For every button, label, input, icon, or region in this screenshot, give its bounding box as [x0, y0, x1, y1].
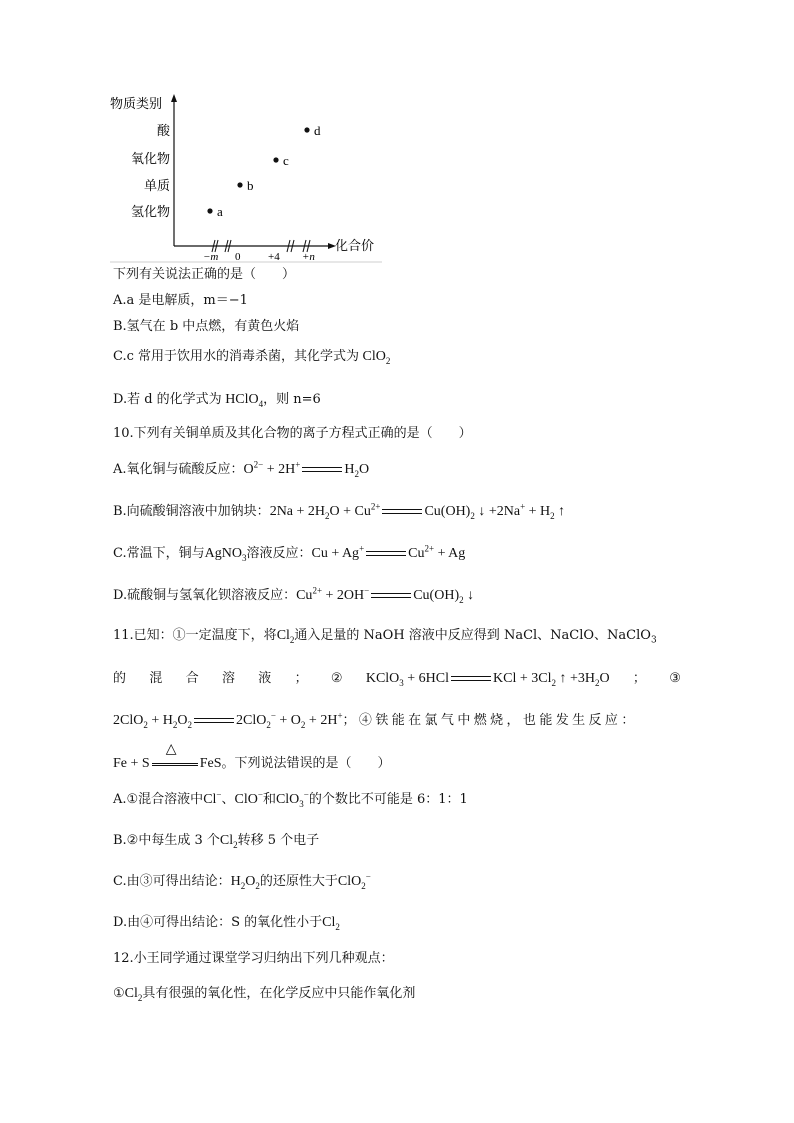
q10-option-d-label: D.硫酸铜与氢氧化钡溶液反应： — [113, 588, 297, 603]
category-label: 氢化物 — [130, 205, 170, 220]
q10-option-a-label: A.氧化铜与硫酸反应： — [113, 462, 244, 477]
q11-option-a-text: 的个数比不可能是 6：1：1 — [308, 792, 468, 807]
data-point — [304, 127, 309, 132]
q9-option-c-formula: ClO — [362, 349, 386, 364]
q11-option-b-text: B.②中每生成 3 个 — [113, 833, 220, 848]
q11-equation-3: $2ClO_2 + H_2O_2$ $2ClO_2^- + O_2 + 2H^+$ — [113, 710, 343, 730]
q11-stem-line2: 的 混 合 溶 液 ； ② KClO$_3$ + 6HCl KCl + $3Cl_2$ ↑ $+3H_2O$ ； ③ — [113, 671, 681, 688]
data-point — [273, 157, 278, 162]
q9-option-c-text: C.c 常用于饮用水的消毒杀菌，其化学式为 — [113, 349, 360, 364]
x-tick-label: −m — [203, 251, 219, 263]
point-label: d — [314, 123, 321, 138]
q11-option-c-text: C.由③可得出结论： — [113, 874, 231, 889]
q11-word: 的 — [113, 671, 127, 686]
q12-stem: 12.小王同学通过课堂学习归纳出下列几种观点： — [113, 951, 394, 966]
q11-word: ② — [330, 671, 343, 686]
q12-item-1-text: 具有很强的氧化性，在化学反应中只能作氧化剂 — [142, 986, 416, 1001]
q11-option-c: C.由③可得出结论：$H_2O_2$的还原性大于ClO$_2$− — [113, 871, 371, 891]
q11-equation-4: Fe + S △ FeS — [113, 741, 222, 771]
q11-word: 液 — [258, 671, 272, 686]
q12-item-1: $①Cl_2$具有很强的氧化性，在化学反应中只能作氧化剂 — [113, 986, 416, 1003]
q9-option-d-text: D.若 d 的化学式为 — [113, 392, 222, 407]
q10-option-b-label: B.向硫酸铜溶液中加钠块： — [113, 504, 270, 519]
q9-option-b: B.氢气在 b 中点燃，有黄色火焰 — [113, 319, 300, 334]
q11-option-b: B.②中每生成 3 个$Cl_2$转移 5 个电子 — [113, 833, 320, 850]
q10-stem: 10.下列有关铜单质及其化合物的离子方程式正确的是（ ） — [113, 426, 472, 441]
q11-option-a-text: 和 — [262, 792, 276, 807]
q11-option-d: D.由④可得出结论：S 的氧化性小于$Cl_2$ — [113, 915, 340, 932]
q11-word: ； — [294, 671, 308, 686]
point-label: c — [283, 153, 289, 168]
category-label: 氧化物 — [130, 152, 170, 167]
q11-word: 合 — [185, 671, 199, 686]
q11-stem-line3 — [113, 710, 638, 730]
point-label: a — [217, 204, 223, 219]
q11-word: 混 — [149, 671, 163, 686]
x-tick-label: +n — [302, 251, 315, 263]
q11-option-d-text: D.由④可得出结论：S 的氧化性小于 — [113, 915, 323, 930]
valence-category-chart — [110, 92, 382, 264]
q11-stem-part: ；④铁能在氯气中燃烧，也能发生反应： — [342, 713, 638, 728]
q10-option-c-mid: 溶液反应： — [246, 546, 312, 561]
q10-option-a: A.氧化铜与硫酸反应：$O^{2-} + 2H^+$ $H_2O$ — [113, 459, 370, 479]
data-point — [237, 182, 242, 187]
category-label: 单质 — [143, 179, 170, 194]
q11-equation-2: KClO$_3$ + 6HCl KCl + $3Cl_2$ ↑ $+3H_2O$ — [365, 671, 610, 688]
category-label: 酸 — [156, 124, 170, 139]
q11-option-a-text: A.①混合溶液中 — [113, 792, 204, 807]
q11-stem-line1: 11.已知：①一定温度下，将$Cl_2$通入足量的 NaOH 溶液中反应得到 NaCl、NaClO、NaClO$_3$ — [113, 628, 657, 646]
y-axis-arrow — [171, 94, 177, 102]
x-tick-label: +4 — [268, 251, 280, 263]
data-point — [207, 208, 212, 213]
q11-option-c-text: 的还原性大于 — [259, 874, 338, 889]
q9-option-d-formula: HClO — [225, 392, 259, 407]
q11-stem-part: 。下列说法错误的是（ ） — [221, 756, 391, 771]
q9-option-a: A.a 是电解质，m＝−1 — [113, 293, 248, 308]
y-axis-title: 物质类别 — [110, 97, 163, 112]
q9-option-d: D.若 d 的化学式为 HClO$_4$，则 n=6 — [113, 392, 321, 409]
q10-option-c-label: C.常温下，铜与 — [113, 546, 205, 561]
q9-option-d-tail: ，则 n=6 — [263, 392, 321, 407]
q10-option-b: B.向硫酸铜溶液中加钠块：$2Na + 2H_2O + Cu^{2+}$ $Cu(OH)_2$ ↓ $+2Na^+ + H_2$ ↑ — [113, 501, 566, 521]
x-tick-label: 0 — [235, 251, 241, 263]
q11-option-b-text: 转移 5 个电子 — [237, 833, 320, 848]
q9-stem: 下列有关说法正确的是（ ） — [113, 267, 296, 282]
q11-option-a: A.①混合溶液中Cl−、ClO−和ClO$_3$−的个数比不可能是 6：1：1 — [113, 789, 468, 809]
q11-stem-part: 11.已知：①一定温度下，将 — [113, 628, 277, 643]
q11-stem-line4 — [113, 741, 391, 771]
x-axis-title: 化合价 — [335, 239, 375, 254]
q10-option-c: C.常温下，铜与AgNO$_3$溶液反应：Cu + Ag+ $Cu^{2+} + Ag$ — [113, 543, 466, 563]
q11-stem-part: 通入足量的 NaOH 溶液中反应得到 NaCl、NaClO、NaClO — [294, 628, 651, 643]
point-label: b — [247, 178, 254, 193]
q9-option-c: C.c 常用于饮用水的消毒杀菌，其化学式为 ClO$_2$ — [113, 349, 391, 366]
q11-word: 溶 — [221, 671, 235, 686]
q10-option-d: D.硫酸铜与氢氧化钡溶液反应：$Cu^{2+} + 2OH^-$ $Cu(OH)_2$ ↓ — [113, 585, 475, 605]
